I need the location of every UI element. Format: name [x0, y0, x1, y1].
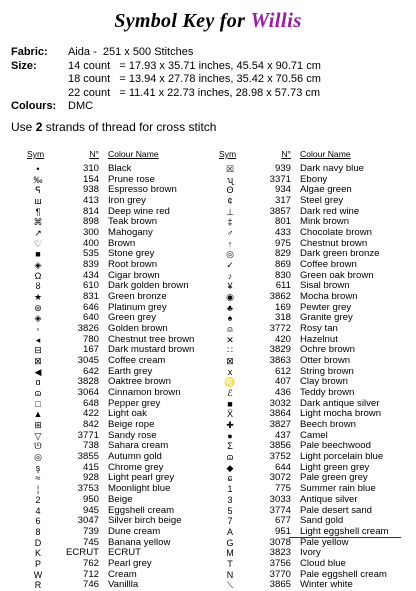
colour-name-cell: Pale yellow [300, 536, 349, 548]
colour-name-cell: Chocolate brown [300, 227, 372, 239]
dmc-number-cell: 317 [274, 195, 291, 207]
dmc-number-cell: 3032 [269, 397, 291, 409]
symbol-cell: ♡ [33, 238, 43, 249]
colour-name-cell: Root brown [108, 259, 158, 271]
colour-name-cell: Coffee cream [108, 355, 166, 367]
dmc-number-cell: 300 [82, 227, 99, 239]
colour-name-cell: Light porcelain blue [300, 451, 384, 463]
strand-count: 2 [35, 120, 43, 134]
dmc-number-cell: 413 [82, 195, 99, 207]
symbol-cell: ♌ [224, 377, 236, 388]
dmc-number-cell: 3856 [269, 440, 291, 452]
dmc-number-cell: 3770 [269, 568, 291, 580]
symbol-cell: ♂ [226, 228, 234, 239]
colour-name-cell: Pale desert sand [300, 504, 372, 516]
dmc-number-cell: 677 [274, 515, 291, 527]
symbol-cell: ■ [35, 249, 41, 260]
info-row-size-14 [11, 60, 321, 74]
colour-name-cell: Stone grey [108, 248, 155, 260]
dmc-number-cell: 415 [82, 461, 99, 473]
colour-name-cell: Pepper grey [108, 397, 161, 409]
colour-name-cell: Cigar brown [108, 269, 160, 281]
dmc-number-cell: 945 [82, 504, 99, 516]
symbol-cell: ℰ [227, 388, 233, 399]
dmc-number-cell: 154 [82, 173, 99, 185]
colour-name-cell: Green oak brown [300, 269, 374, 281]
symbol-cell: Ẍ [226, 409, 233, 420]
colour-name-cell: Golden brown [108, 323, 168, 335]
colour-name-cell: Dark green bronze [300, 248, 380, 260]
info-value: 14 count = 17.93 x 35.71 inches, 45.54 x 90.71 cm [68, 59, 321, 72]
symbol-cell: ⟍ [226, 580, 234, 591]
info-label: Fabric: [11, 46, 48, 58]
colour-name-cell: Teak brown [108, 216, 158, 228]
info-row-size-18 [11, 73, 321, 87]
symbol-cell: ‰ [33, 174, 43, 185]
symbol-cell: ш [34, 196, 42, 207]
colour-name-cell: Light mocha brown [300, 408, 382, 420]
colour-name-cell: Autumn gold [108, 451, 162, 463]
symbol-cell: ■ [227, 398, 233, 409]
symbol-cell: G [226, 537, 234, 548]
table-row [219, 495, 389, 506]
symbol-cell: ʯ [226, 174, 234, 185]
dmc-number-cell: 3826 [77, 323, 99, 335]
symbol-cell: 6 [35, 516, 41, 527]
colour-name-cell: Green bronze [108, 291, 167, 303]
colour-name-cell: Dark mustard brown [108, 344, 195, 356]
dmc-number-cell: 3862 [269, 291, 291, 303]
symbol-cell: ♣ [227, 302, 233, 313]
colour-name-cell: Light oak [108, 408, 147, 420]
colour-name-cell: Mahogany [108, 227, 153, 239]
dmc-number-cell: 814 [82, 205, 99, 217]
colour-name-cell: Antique silver [300, 493, 358, 505]
dmc-number-cell: 839 [82, 259, 99, 271]
symbol-cell: • [36, 164, 40, 174]
colour-name-cell: Sand gold [300, 515, 344, 527]
colour-name-cell: Ochre brown [300, 344, 355, 356]
symbol-cell: ⌘ [33, 217, 43, 228]
symbol-cell: 2 [35, 494, 41, 505]
dmc-number-cell: 745 [82, 536, 99, 548]
table-row [27, 580, 194, 591]
thread-instruction [11, 120, 216, 134]
colour-name-cell: Ebony [300, 173, 328, 185]
colour-name-cell: Ivory [300, 547, 321, 559]
colour-name-cell: Mink brown [300, 216, 350, 228]
dmc-number-cell: 167 [82, 344, 99, 356]
dmc-number-cell: 422 [82, 408, 99, 420]
symbol-cell: ↗ [34, 228, 42, 239]
colour-name-cell: String brown [300, 365, 354, 377]
symbol-cell: ◉ [226, 292, 234, 303]
colour-name-cell: Clay brown [300, 376, 348, 388]
colour-name-cell: Cream [108, 568, 137, 580]
dmc-number-cell: 3865 [269, 579, 291, 591]
dmc-number-cell: 420 [274, 333, 291, 345]
symbol-cell: N [226, 569, 234, 580]
dmc-number-cell: 829 [274, 248, 291, 260]
colour-name-cell: Dune cream [108, 525, 161, 537]
symbol-cell: ⊟ [34, 345, 42, 356]
symbol-cell: 5 [227, 505, 233, 516]
colour-name-cell: Granite grey [300, 312, 353, 324]
symbol-cell: ★ [33, 292, 43, 303]
colour-name-cell: Beige rope [108, 419, 155, 431]
dmc-number-cell: 739 [82, 525, 99, 537]
dmc-number-cell: 434 [82, 269, 99, 281]
table-row [219, 580, 389, 591]
dmc-number-cell: 3033 [269, 493, 291, 505]
symbol-cell: ◆ [226, 462, 234, 473]
dmc-number-cell: 3829 [269, 344, 291, 356]
symbol-cell: R [34, 580, 42, 591]
symbol-cell: ⊠ [226, 356, 234, 367]
info-row-size-22 [11, 87, 321, 101]
colour-name-cell: Brown [108, 237, 136, 249]
colour-name-cell: Moonlight blue [108, 483, 171, 495]
dmc-number-cell: 775 [274, 483, 291, 495]
symbol-table-left [27, 145, 194, 591]
pattern-info [11, 46, 321, 114]
symbol-cell: 7 [227, 516, 233, 527]
dmc-number-cell: 801 [274, 216, 291, 228]
dmc-number-cell: 762 [82, 557, 99, 569]
symbol-cell: x [227, 366, 233, 377]
dmc-number-cell: 310 [82, 163, 99, 174]
dmc-number-cell: 712 [82, 568, 99, 580]
colour-name-cell: Silver birch beige [108, 515, 182, 527]
symbol-cell: ¦ [36, 484, 40, 495]
dmc-number-cell: 611 [275, 280, 291, 292]
colour-name-cell: Chrome grey [108, 461, 164, 473]
symbol-cell: ɷ [226, 452, 234, 463]
info-label [11, 87, 68, 101]
symbol-cell: ♠ [227, 313, 233, 324]
dmc-number-cell: 3857 [269, 205, 291, 217]
colour-name-cell: Hazelnut [300, 333, 338, 345]
colour-name-cell: Light pearl grey [108, 472, 175, 484]
symbol-cell: ◎ [226, 249, 234, 260]
dmc-number-cell: 3774 [269, 504, 291, 516]
symbol-cell: ¢ [227, 196, 233, 207]
dmc-number-cell: 3863 [269, 355, 291, 367]
info-row-colours [11, 100, 321, 114]
colour-name-cell: Dark navy blue [300, 163, 364, 174]
symbol-cell: ¥ [227, 281, 233, 292]
colour-name-cell: Winter white [300, 579, 353, 591]
colour-name-cell: Banana yellow [108, 536, 171, 548]
colour-name-cell: Mocha brown [300, 291, 358, 303]
symbol-cell: Ω [34, 270, 42, 281]
symbol-cell: ◎ [34, 452, 42, 463]
colour-name-cell: Eggshell cream [108, 504, 175, 516]
symbol-cell: ✚ [226, 420, 234, 431]
colour-name-cell: Platinum grey [108, 301, 167, 313]
dmc-number-cell: 3828 [77, 376, 99, 388]
dmc-number-cell: 934 [274, 184, 291, 196]
dmc-number-cell: 938 [82, 184, 99, 196]
colour-name-cell: Sahara cream [108, 440, 169, 452]
symbol-table-right [219, 145, 389, 591]
info-value: DMC [68, 100, 94, 112]
dmc-number-cell: 738 [82, 440, 99, 452]
colour-name-cell: Pale beechwood [300, 440, 371, 452]
colour-name-cell: Light eggshell cream [300, 525, 389, 537]
dmc-number-cell: 3045 [77, 355, 99, 367]
colour-name-cell: Oaktree brown [108, 376, 171, 388]
dmc-number-cell: 928 [82, 472, 99, 484]
colour-name-cell: Teddy brown [300, 387, 355, 399]
symbol-cell: 8 [35, 526, 41, 537]
symbol-cell: ȣ [35, 281, 41, 292]
colour-name-cell: ECRUT [108, 547, 142, 559]
dmc-number-cell: 3756 [269, 557, 291, 569]
dmc-number-cell: 3772 [269, 323, 291, 335]
colour-name-cell: Cloud blue [300, 557, 346, 569]
colour-name-cell: Sandy rose [108, 429, 157, 441]
colour-name-cell: Steel grey [300, 195, 344, 207]
symbol-cell: K [34, 548, 41, 559]
symbol-cell: ʘ [226, 185, 234, 196]
symbol-cell: ⊞ [34, 420, 42, 431]
symbol-cell: Σ [227, 441, 233, 452]
rows-left [27, 164, 194, 591]
dmc-number-cell: 3827 [269, 419, 291, 431]
symbol-cell: 1 [227, 484, 233, 495]
note-post: strands of thread for cross stitch [42, 120, 217, 134]
dmc-number-cell: 407 [274, 376, 291, 388]
colour-name-cell: Pearl grey [108, 557, 152, 569]
dmc-number-cell: 3064 [77, 387, 99, 399]
table-row [219, 559, 389, 570]
symbol-cell: ≈ [35, 473, 41, 484]
header-sym: Sym [27, 149, 45, 159]
dmc-number-cell: 950 [82, 493, 99, 505]
dmc-number-cell: 3072 [269, 472, 291, 484]
rows-right [219, 164, 389, 591]
dmc-number-cell: 3753 [77, 483, 99, 495]
dmc-number-cell: 535 [82, 248, 99, 260]
title-prefix: Symbol Key for [114, 10, 246, 32]
dmc-number-cell: 640 [82, 312, 99, 324]
pattern-name: Willis [250, 8, 302, 32]
dmc-number-cell: 646 [82, 301, 99, 313]
symbol-cell: 3 [227, 494, 233, 505]
colour-name-cell: Prune rose [108, 173, 155, 185]
colour-name-cell: Summer rain blue [300, 483, 376, 495]
dmc-number-cell: 869 [274, 259, 291, 271]
symbol-cell: ş [35, 462, 41, 473]
colour-name-cell: Espresso brown [108, 184, 177, 196]
symbol-cell: ☒ [225, 164, 235, 174]
colour-name-cell: Black [108, 163, 132, 174]
symbol-cell: ◦ [36, 324, 40, 335]
info-value: Aida - 251 x 500 Stitches [68, 46, 194, 58]
colour-name-cell: Dark golden brown [108, 280, 189, 292]
symbol-cell: ɑ [35, 377, 41, 388]
dmc-number-cell: 648 [82, 397, 99, 409]
dmc-number-cell: 433 [274, 227, 291, 239]
symbol-cell: ɷ [34, 388, 42, 399]
symbol-cell: D [34, 537, 42, 548]
dmc-number-cell: 975 [274, 237, 291, 249]
dmc-number-cell: 436 [274, 387, 291, 399]
dmc-number-cell: 3047 [77, 515, 99, 527]
colour-name-cell: Camel [300, 429, 328, 441]
dmc-number-cell: 780 [82, 333, 99, 345]
symbol-cell: ▽ [34, 430, 42, 441]
symbol-cell: □ [35, 398, 41, 409]
symbol-cell: ✓ [226, 260, 234, 271]
symbol-cell: ɕ [227, 473, 233, 484]
dmc-number-cell: 3371 [269, 173, 291, 185]
symbol-cell: W [33, 569, 43, 580]
dmc-number-cell: 898 [82, 216, 99, 228]
dmc-number-cell: ECRUT [65, 547, 99, 559]
info-label: Colours: [11, 100, 57, 112]
colour-name-cell: Algae green [300, 184, 352, 196]
dmc-number-cell: 951 [274, 525, 291, 537]
dmc-number-cell: 318 [274, 312, 291, 324]
dmc-number-cell: 437 [274, 429, 291, 441]
info-label [11, 73, 68, 87]
symbol-cell: ● [227, 430, 233, 441]
header-number: N° [89, 149, 99, 159]
symbol-cell: P [34, 558, 41, 569]
symbol-cell: ⊠ [34, 356, 42, 367]
symbol-cell: ⍝ [227, 324, 233, 335]
info-value: 18 count = 13.94 x 27.78 inches, 35.42 x 70.56 cm [68, 73, 321, 85]
table-row [219, 527, 389, 538]
colour-name-cell: Cinnamon brown [108, 387, 181, 399]
colour-name-cell: Otter brown [300, 355, 351, 367]
dmc-number-cell: 3823 [269, 547, 291, 559]
symbol-cell: ◀ [34, 366, 42, 377]
info-row-fabric [11, 46, 321, 60]
symbol-cell: ✕ [226, 334, 234, 345]
colour-name-cell: Rosy tan [300, 323, 338, 335]
colour-name-cell: Vanillla [108, 579, 139, 591]
symbol-cell: ᕋ [35, 185, 41, 196]
header-number: N° [281, 149, 291, 159]
colour-name-cell: Chestnut brown [300, 237, 368, 249]
table-end-divider [289, 537, 401, 538]
symbol-cell: ‡ [227, 217, 233, 228]
dmc-number-cell: 3752 [269, 451, 291, 463]
colour-name-cell: Earth grey [108, 365, 153, 377]
info-value: 22 count = 11.41 x 22.73 inches, 28.98 x 57.73 cm [68, 86, 321, 99]
dmc-number-cell: 830 [274, 269, 291, 281]
colour-name-cell: Chestnut tree brown [108, 333, 195, 345]
colour-name-cell: Sisal brown [300, 280, 350, 292]
symbol-cell: ᘎ [34, 441, 42, 452]
symbol-cell: 4 [35, 505, 41, 516]
symbol-cell: ♪ [227, 270, 233, 281]
dmc-number-cell: 939 [274, 163, 291, 174]
header-colour-name: Colour Name [108, 149, 159, 159]
table-row [27, 559, 194, 570]
colour-name-cell: Deep wine red [108, 205, 170, 217]
symbol-cell: ▲ [33, 409, 43, 420]
colour-name-cell: Light green grey [300, 461, 370, 473]
symbol-cell: ◈ [34, 313, 42, 324]
symbol-cell: ¶ [35, 206, 41, 217]
dmc-number-cell: 169 [274, 301, 291, 313]
dmc-number-cell: 746 [82, 579, 99, 591]
dmc-number-cell: 842 [82, 419, 99, 431]
symbol-cell: A [226, 526, 233, 537]
colour-name-cell: Pale eggshell cream [300, 568, 387, 580]
symbol-cell: ↑ [227, 238, 233, 249]
page-title [0, 8, 416, 33]
info-label: Size: [11, 59, 37, 72]
symbol-cell: ◈ [34, 260, 42, 271]
table-header [27, 145, 194, 159]
dmc-number-cell: 612 [274, 365, 291, 377]
colour-name-cell: Pewter grey [300, 301, 352, 313]
symbol-cell: M [226, 548, 234, 559]
symbol-cell: ⊥ [226, 206, 234, 217]
dmc-number-cell: 3078 [269, 536, 291, 548]
dmc-number-cell: 3864 [269, 408, 291, 420]
dmc-number-cell: 610 [82, 280, 99, 292]
colour-name-cell: Green grey [108, 312, 156, 324]
dmc-number-cell: 644 [274, 461, 291, 473]
header-colour-name: Colour Name [300, 149, 351, 159]
symbol-cell: ◂ [35, 334, 41, 345]
colour-name-cell: Beige [108, 493, 133, 505]
dmc-number-cell: 642 [82, 365, 99, 377]
colour-name-cell: Dark red wine [300, 205, 360, 217]
colour-name-cell: Beech brown [300, 419, 356, 431]
dmc-number-cell: 3855 [77, 451, 99, 463]
symbol-cell: ∷ [227, 345, 233, 356]
table-row [27, 527, 194, 538]
symbol-cell: T [227, 558, 233, 569]
colour-name-cell: Dark antique silver [300, 397, 380, 409]
dmc-number-cell: 3771 [77, 429, 99, 441]
symbol-cell: ⊛ [34, 302, 42, 313]
note-pre: Use [11, 120, 36, 134]
dmc-number-cell: 400 [82, 237, 99, 249]
colour-name-cell: Iron grey [108, 195, 146, 207]
dmc-number-cell: 831 [82, 291, 99, 303]
colour-name-cell: Pale green grey [300, 472, 368, 484]
colour-name-cell: Coffee brown [300, 259, 357, 271]
table-header [219, 145, 389, 159]
header-sym: Sym [219, 149, 237, 159]
table-row [27, 495, 194, 506]
